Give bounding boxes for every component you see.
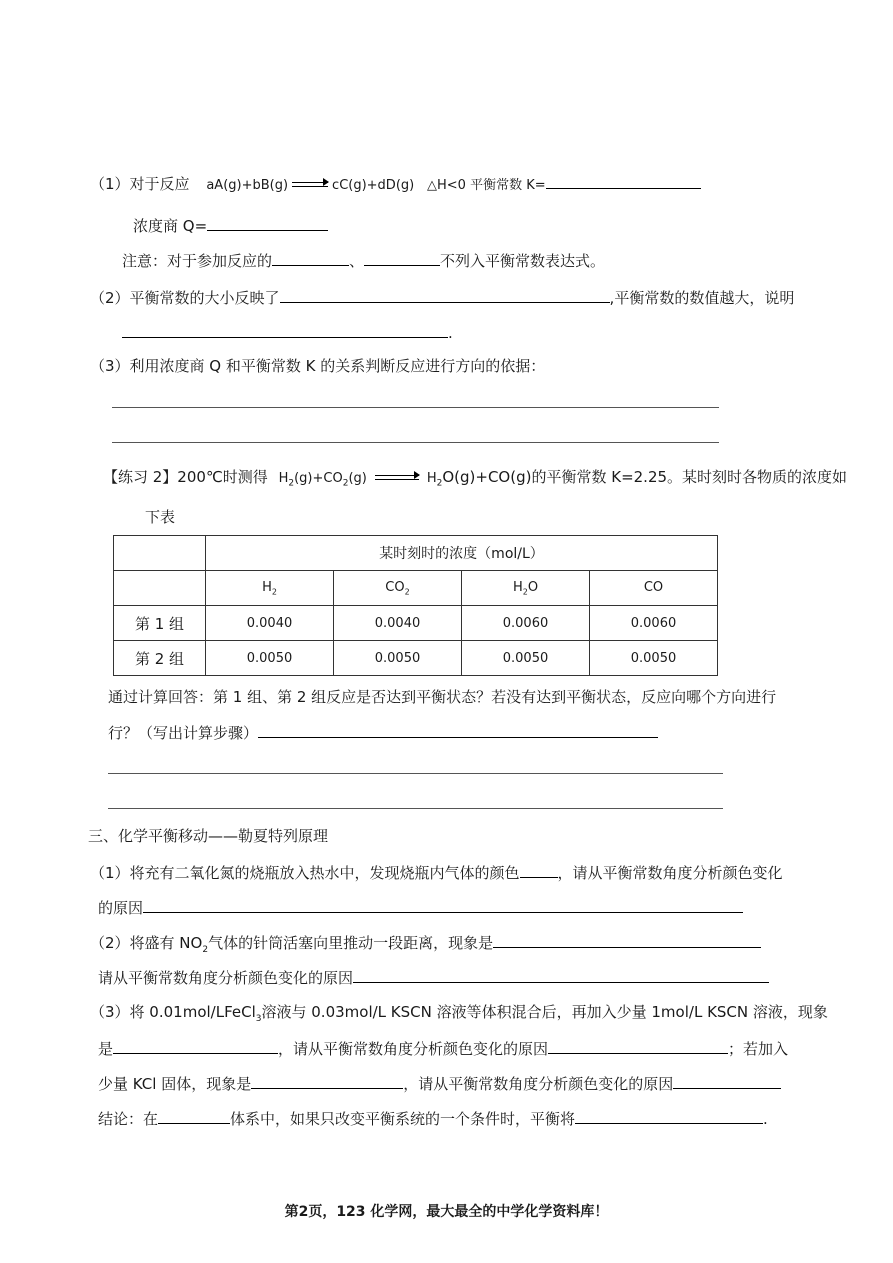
co2-g: (g) — [348, 471, 367, 486]
practice-line2 — [145, 507, 175, 527]
s3-p3-e: ；若加入 — [728, 1040, 789, 1058]
s3-p3-g: ，请从平衡常数角度分析颜色变化的原因 — [403, 1075, 674, 1093]
reaction-left: aA(g)+bB(g) — [206, 178, 289, 193]
s3-p3-c: 是 — [98, 1040, 114, 1058]
s3-p2-reason-blank[interactable] — [353, 967, 769, 983]
q1-line — [90, 173, 701, 196]
h2-sub: 2 — [288, 478, 295, 489]
table-cell: 0.0050 — [462, 641, 590, 676]
q2-line — [90, 287, 794, 308]
practice-question-line — [108, 687, 776, 707]
table-row — [114, 606, 718, 641]
answer-line-4[interactable] — [108, 808, 723, 809]
h2-g-co: (g)+CO — [294, 471, 343, 486]
table-row — [114, 641, 718, 676]
s3-p1-line2 — [98, 897, 743, 918]
conclusion-blank-2[interactable] — [575, 1108, 763, 1124]
table-cell: 0.0060 — [462, 606, 590, 641]
s3-p2-b: 气体的针筒活塞向里推动一段距离，现象是 — [208, 934, 494, 952]
s3-p3-f: 少量 KCl 固体，现象是 — [98, 1075, 252, 1093]
answer-line-2[interactable] — [112, 442, 719, 443]
practice-title-line — [103, 467, 847, 494]
co2-sub: 2 — [342, 478, 349, 489]
note-text-a: 注意：对于参加反应的 — [122, 252, 273, 270]
note-line — [122, 250, 605, 271]
s3-p3-line — [90, 1002, 828, 1029]
q3-line — [90, 356, 545, 376]
practice-title: 【练习 2】200℃时测得 — [103, 468, 268, 486]
section3-title-line — [88, 826, 328, 846]
s3-p2-line2 — [98, 967, 769, 988]
k-blank[interactable] — [546, 173, 701, 189]
s3-p2-c: 请从平衡常数角度分析颜色变化的原因 — [98, 969, 354, 987]
col-h2o: $H_2O$ — [462, 571, 590, 606]
table-cell: 0.0050 — [206, 641, 334, 676]
note-sep: 、 — [349, 252, 365, 270]
table-cell: 0.0050 — [590, 641, 718, 676]
s3-p1-c: 的原因 — [98, 899, 144, 917]
q2-line2 — [122, 322, 453, 343]
s3-p3-a: （3）将 0.01mol/LFeCl — [90, 1003, 256, 1021]
s3-p3-blank-1[interactable] — [113, 1038, 278, 1054]
s3-p3-b: 溶液与 0.03mol/L KSCN 溶液等体积混合后，再加入少量 1mol/L KSCN 溶液，现象 — [261, 1003, 828, 1021]
delta-h-k: △H<0 平衡常数 K= — [427, 178, 546, 193]
q3-text: （3）利用浓度商 Q 和平衡常数 K 的关系判断反应进行方向的依据： — [90, 357, 546, 375]
practice-question-a: 通过计算回答：第 1 组、第 2 组反应是否达到平衡状态？若没有达到平衡状态，反应向哪个方向进行 — [108, 688, 777, 706]
s3-p1-line — [90, 862, 783, 883]
empty-cell — [114, 571, 206, 606]
table-header: 某时刻时的浓度（mol/L） — [206, 536, 718, 571]
concentration-table — [113, 535, 718, 676]
q1-number: （1）对于反应 — [90, 175, 190, 193]
row-label: 第 1 组 — [114, 606, 206, 641]
q-label: 浓度商 Q= — [133, 217, 208, 235]
practice-line2-text: 下表 — [145, 508, 176, 526]
corner-cell — [114, 536, 206, 571]
section3-title: 三、化学平衡移动——勒夏特列原理 — [88, 827, 329, 845]
q2-blank-2[interactable] — [122, 322, 448, 338]
conclusion-end: . — [763, 1110, 768, 1128]
s3-p1-reason-blank[interactable] — [143, 897, 743, 913]
q2-text-a: （2）平衡常数的大小反映了 — [90, 289, 280, 307]
table-cell: 0.0050 — [334, 641, 462, 676]
conclusion-b: 体系中，如果只改变平衡系统的一个条件时，平衡将 — [230, 1110, 576, 1128]
conclusion-a: 结论：在 — [98, 1110, 159, 1128]
q2-text-b: ,平衡常数的数值越大，说明 — [609, 289, 795, 307]
s3-p3-line2 — [98, 1038, 788, 1059]
h2o-h: H — [426, 471, 437, 486]
no2-sub: 2 — [202, 945, 209, 955]
s3-p3-line3 — [98, 1073, 781, 1094]
table-cell: 0.0040 — [206, 606, 334, 641]
reaction-right: cC(g)+dD(g) — [332, 178, 415, 193]
practice-question-line2 — [108, 722, 658, 743]
practice-rest: O(g)+CO(g)的平衡常数 K=2.25。某时刻时各物质的浓度如 — [442, 468, 848, 486]
answer-line-3[interactable] — [108, 773, 723, 774]
column-header-row — [114, 571, 718, 606]
table-cell: 0.0040 — [334, 606, 462, 641]
note-blank-1[interactable] — [272, 250, 349, 266]
s3-p3-blank-4[interactable] — [673, 1073, 781, 1089]
practice-question-b: 行？（写出计算步骤） — [108, 724, 259, 742]
fecl3-sub: 3 — [255, 1014, 262, 1024]
equilibrium-arrow-icon — [292, 181, 328, 189]
q-line — [133, 215, 328, 236]
q-blank[interactable] — [207, 215, 328, 231]
q2-blank-1[interactable] — [280, 287, 610, 303]
note-blank-2[interactable] — [364, 250, 440, 266]
conclusion-line — [98, 1108, 768, 1129]
q2-end: . — [448, 324, 453, 342]
equilibrium-arrow-icon — [375, 474, 419, 482]
s3-p1-blank[interactable] — [520, 862, 558, 878]
s3-p2-blank[interactable] — [493, 932, 761, 948]
s3-p3-d: ，请从平衡常数角度分析颜色变化的原因 — [278, 1040, 549, 1058]
h2-text: H — [278, 471, 289, 486]
table-cell: 0.0060 — [590, 606, 718, 641]
practice-blank[interactable] — [258, 722, 658, 738]
s3-p3-blank-2[interactable] — [548, 1038, 728, 1054]
s3-p2-a: （2）将盛有 NO — [90, 934, 203, 952]
answer-line-1[interactable] — [112, 407, 719, 408]
page-footer: 第2页，123 化学网，最大最全的中学化学资料库！ — [284, 1204, 609, 1220]
s3-p3-blank-3[interactable] — [251, 1073, 403, 1089]
note-text-b: 不列入平衡常数表达式。 — [440, 252, 606, 270]
col-h2: $H_2$ — [206, 571, 334, 606]
s3-p2-line — [90, 932, 761, 960]
row-label: 第 2 组 — [114, 641, 206, 676]
s3-p1-a: （1）将充有二氧化氮的烧瓶放入热水中，发现烧瓶内气体的颜色 — [90, 864, 520, 882]
conclusion-blank-1[interactable] — [158, 1108, 230, 1124]
h2o-sub: 2 — [436, 478, 443, 489]
col-co: CO — [590, 571, 718, 606]
col-co2: $CO_2$ — [334, 571, 462, 606]
s3-p1-b: ，请从平衡常数角度分析颜色变化 — [557, 864, 783, 882]
